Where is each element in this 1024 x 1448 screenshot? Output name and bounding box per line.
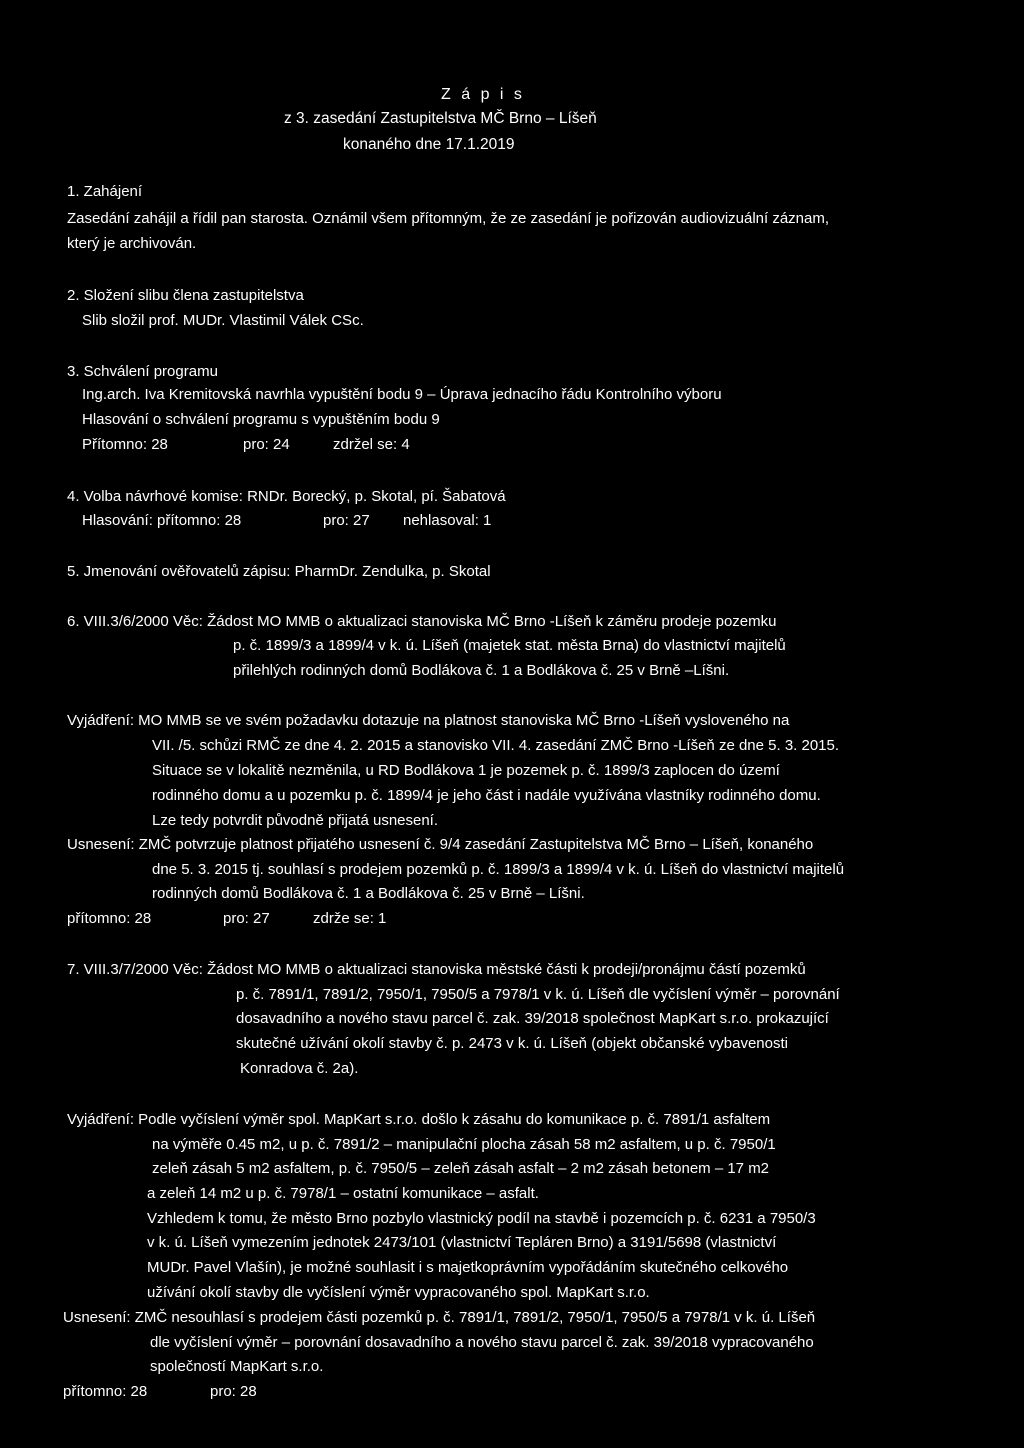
section-heading: 6. VIII.3/6/2000 Věc: Žádost MO MMB o aktualizaci stanoviska MČ Brno -Líšeň k záměru prodeje pozemku [67,613,777,630]
statement-line: rodinného domu a u pozemku p. č. 1899/4 je jeho část i nadále využívána vlastníky rodinného domu. [152,787,821,804]
vote-present: přítomno: 28 [63,1383,148,1400]
paragraph-line: Hlasování o schválení programu s vypuštěním bodu 9 [82,411,440,428]
vote-present: Přítomno: 28 [82,436,168,453]
document-title: Z á p i s [441,86,525,103]
section-heading-cont: p. č. 1899/3 a 1899/4 v k. ú. Líšeň (majetek stat. města Brna) do vlastnictví majitelů [233,637,786,654]
section-heading: 5. Jmenování ověřovatelů zápisu: PharmDr. Zendulka, p. Skotal [67,563,491,580]
statement-line: Lze tedy potvrdit původně přijatá usnesení. [152,812,439,829]
vote-for: pro: 24 [243,436,290,453]
vote-for: pro: 27 [223,910,270,927]
section-heading: 4. Volba návrhové komise: RNDr. Borecký, p. Skotal, pí. Šabatová [67,488,506,505]
section-heading: 3. Schválení programu [67,363,218,380]
paragraph-line: Zasedání zahájil a řídil pan starosta. Oznámil všem přítomným, že ze zasedání je pořizován audiovizuální záznam, [67,210,830,227]
paragraph-line: Ing.arch. Iva Kremitovská navrhla vypuštění bodu 9 – Úprava jednacího řádu Kontrolního výboru [82,386,722,403]
section-heading-cont: p. č. 7891/1, 7891/2, 7950/1, 7950/5 a 7978/1 v k. ú. Líšeň dle vyčíslení výměr – porovnání [236,986,840,1003]
statement-line: Vzhledem k tomu, že město Brno pozbylo vlastnický podíl na stavbě i pozemcích p. č. 6231 a 7950/3 [147,1210,816,1227]
meeting-date: konaného dne 17.1.2019 [343,136,515,153]
statement-line: MUDr. Pavel Vlašín), je možné souhlasit i s majetkoprávním vypořádáním skutečného celkového [147,1259,789,1276]
statement-line: Vyjádření: Podle vyčíslení výměr spol. MapKart s.r.o. došlo k zásahu do komunikace p. č. 7891/1 asfaltem [67,1111,771,1128]
resolution-line: Usnesení: ZMČ nesouhlasí s prodejem části pozemků p. č. 7891/1, 7891/2, 7950/1, 7950/5 a 7978/1 v k. ú. Líšeň [63,1309,816,1326]
vote-present: Hlasování: přítomno: 28 [82,512,242,529]
paragraph-line: Slib složil prof. MUDr. Vlastimil Válek CSc. [82,312,364,329]
resolution-line: společností MapKart s.r.o. [150,1358,324,1375]
vote-no-vote: nehlasoval: 1 [403,512,492,529]
vote-present: přítomno: 28 [67,910,152,927]
resolution-line: Usnesení: ZMČ potvrzuje platnost přijatého usnesení č. 9/4 zasedání Zastupitelstva MČ Brno – Líšeň, konaného [67,836,814,853]
vote-for: pro: 27 [323,512,370,529]
section-heading-cont: dosavadního a nového stavu parcel č. zak. 39/2018 společnost MapKart s.r.o. prokazující [236,1010,829,1027]
section-heading-cont: skutečné užívání okolí stavby č. p. 2473 v k. ú. Líšeň (objekt občanské vybavenosti [236,1035,788,1052]
section-heading: 2. Složení slibu člena zastupitelstva [67,287,304,304]
document-subtitle: z 3. zasedání Zastupitelstva MČ Brno – Líšeň [284,110,597,127]
statement-line: Situace se v lokalitě nezměnila, u RD Bodlákova 1 je pozemek p. č. 1899/3 zaplocen do území [152,762,780,779]
vote-abstain: zdržel se: 4 [333,436,410,453]
statement-line: v k. ú. Líšeň vymezením jednotek 2473/101 (vlastnictví Tepláren Brno) a 3191/5698 (vlastnictví [147,1234,777,1251]
paragraph-line: který je archivován. [67,235,197,252]
resolution-line: rodinných domů Bodlákova č. 1 a Bodlákova č. 25 v Brně – Líšni. [152,885,585,902]
statement-line: VII. /5. schůzi RMČ ze dne 4. 2. 2015 a stanovisko VII. 4. zasedání ZMČ Brno -Líšeň ze dne 5. 3. 2015. [152,737,840,754]
statement-line: užívání okolí stavby dle vyčíslení výměr vypracovaného spol. MapKart s.r.o. [147,1284,650,1301]
vote-abstain: zdrže se: 1 [313,910,387,927]
resolution-line: dle vyčíslení výměr – porovnání dosavadního a nového stavu parcel č. zak. 39/2018 vypracovaného [150,1334,814,1351]
statement-line: na výměře 0.45 m2, u p. č. 7891/2 – manipulační plocha zásah 58 m2 asfaltem, u p. č. 7950/1 [152,1136,776,1153]
vote-for: pro: 28 [210,1383,257,1400]
section-heading-cont: přilehlých rodinných domů Bodlákova č. 1 a Bodlákova č. 25 v Brně –Líšni. [233,662,730,679]
statement-line: Vyjádření: MO MMB se ve svém požadavku dotazuje na platnost stanoviska MČ Brno -Líšeň vysloveného na [67,712,790,729]
section-heading: 7. VIII.3/7/2000 Věc: Žádost MO MMB o aktualizaci stanoviska městské části k prodeji/pronájmu částí pozemků [67,961,806,978]
statement-line: zeleň zásah 5 m2 asfaltem, p. č. 7950/5 – zeleň zásah asfalt – 2 m2 zásah betonem – 17 m2 [152,1160,770,1177]
section-heading: 1. Zahájení [67,183,143,200]
resolution-line: dne 5. 3. 2015 tj. souhlasí s prodejem pozemků p. č. 1899/3 a 1899/4 v k. ú. Líšeň do vlastnictví majitelů [152,861,845,878]
section-heading-cont: Konradova č. 2a). [240,1060,359,1077]
statement-line: a zeleň 14 m2 u p. č. 7978/1 – ostatní komunikace – asfalt. [147,1185,539,1202]
